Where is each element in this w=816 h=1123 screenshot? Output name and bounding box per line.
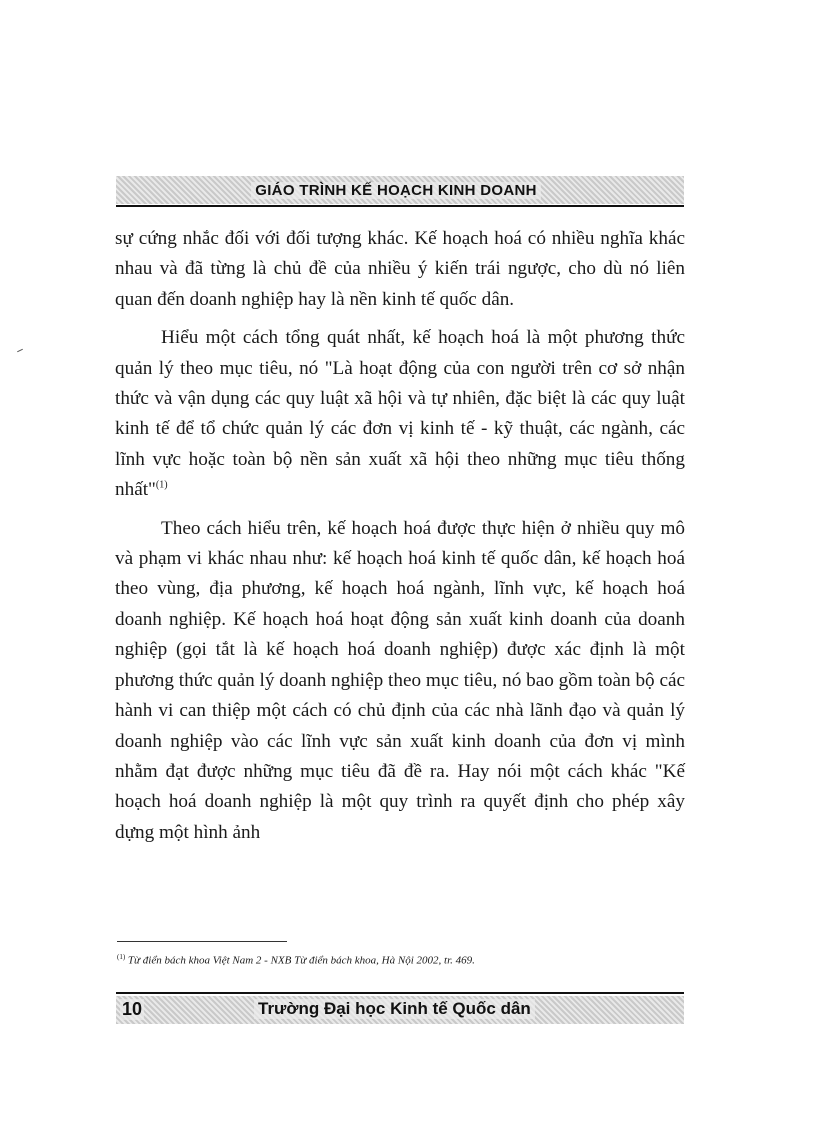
running-header bbox=[116, 176, 684, 204]
body-text bbox=[115, 224, 685, 848]
header-title: GIÁO TRÌNH KẾ HOẠCH KINH DOANH bbox=[251, 182, 541, 199]
paragraph-2-text: Hiểu một cách tổng quát nhất, kế hoạch hoá là một phương thức quản lý theo mục tiêu, nó "Là hoạt động của con người trên cơ sở nhận thức và vận dụng các quy luật xã hội và tự nhiên, đặc biệt là các quy luật kinh tế để tổ chức quản lý các đơn vị kinh tế - kỹ thuật, các ngành, các lĩnh vực hoặc toàn bộ nền sản xuất xã hội theo những mục tiêu thống nhất" bbox=[115, 327, 685, 501]
scan-mark bbox=[17, 349, 23, 352]
footnote-mark: (1) bbox=[117, 953, 126, 961]
footer-title: Trường Đại học Kinh tế Quốc dân bbox=[254, 999, 535, 1019]
footnote-rule bbox=[117, 941, 287, 942]
page-number: 10 bbox=[122, 999, 143, 1019]
footnote bbox=[117, 953, 677, 967]
running-footer bbox=[116, 996, 684, 1024]
footnote-reference: (1) bbox=[155, 479, 168, 491]
paragraph-2 bbox=[115, 323, 685, 505]
footnote-text: Từ điển bách khoa Việt Nam 2 - NXB Từ điển bách khoa, Hà Nội 2002, tr. 469. bbox=[125, 954, 475, 967]
footer-rule bbox=[116, 992, 684, 994]
paragraph-1: sự cứng nhắc đối với đối tượng khác. Kế hoạch hoá có nhiều nghĩa khác nhau và đã từng là chủ đề của nhiều ý kiến trái ngược, cho dù nó liên quan đến doanh nghiệp hay là nền kinh tế quốc dân. bbox=[115, 228, 685, 310]
header-rule bbox=[116, 205, 684, 207]
paragraph-3: Theo cách hiểu trên, kế hoạch hoá được thực hiện ở nhiều quy mô và phạm vi khác nhau như: kế hoạch hoá kinh tế quốc dân, kế hoạch hoá theo vùng, địa phương, kế hoạch hoá ngành, lĩnh vực, kế hoạch hoá doanh nghiệp. Kế hoạch hoá hoạt động sản xuất kinh doanh của doanh nghiệp (gọi tắt là kế hoạch hoá doanh nghiệp) được xác định là một phương thức quản lý doanh nghiệp theo mục tiêu, nó bao gồm toàn bộ các hành vi can thiệp một cách có chủ định của các nhà lãnh đạo và quản lý doanh nghiệp vào các lĩnh vực sản xuất kinh doanh của đơn vị mình nhằm đạt được những mục tiêu đã đề ra. Hay nói một cách khác "Kế hoạch hoá doanh nghiệp là một quy trình ra quyết định cho phép xây dựng một hình ảnh bbox=[115, 517, 685, 843]
